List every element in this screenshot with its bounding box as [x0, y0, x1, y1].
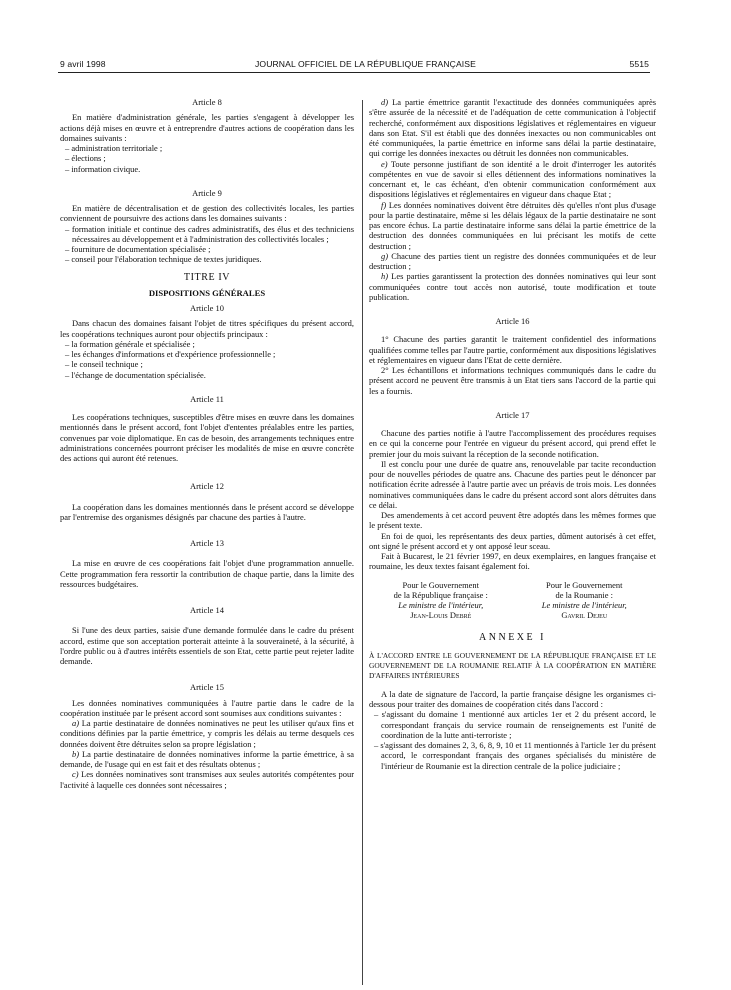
article-12-title: Article 12: [190, 481, 224, 492]
article-11-text: Les coopérations techniques, susceptibles d'être mises en œuvre dans les domaines mentionnés dans le présent accord, font l'objet d'ententes préalables entre les parties, convenues par voie diplomatique. En cas de besoin, des arrangements techniques entre administrations concernées pourront préciser les modalités de mise en œuvre concrète des actions qui auront été retenues.: [60, 412, 354, 463]
article-8-item: – administration territoriale ;: [65, 143, 163, 153]
article-17-para: Il est conclu pour une durée de quatre ans, renouvelable par tacite reconduction pour de nouvelles périodes de quatre ans. Chacune des parties peut le dénoncer par notification écrite adressée à l'autre partie avec un préavis de trois mois. Les données nominatives communiquées dans le cadre du présent accord sont alors détruites dans ce délai.: [369, 458, 656, 510]
header-date: 9 avril 1998: [60, 59, 106, 69]
article-15-item-d: d) La partie émettrice garantit l'exactitude des données communiquées après s'être assurée de la nécessité et de l'adéquation de cette communication à l'objectif recherché, conformément aux dispositions législatives et réglementaires en vigueur dans son Etat. S'il est établi que des données inexactes ou non communicables ont été communiquées, la partie émettrice en informe sans délai la partie destinataire, qui corrige les données inexactes ou détruit les données non communicables.: [369, 97, 656, 159]
article-15-item-e: e) Toute personne justifiant de son identité a le droit d'interroger les autorités compétentes en vue de savoir si elles détiennent des informations nominatives la concernant et, le cas échéant, d'en obtenir communication conformément aux dispositions législatives et réglementaires en vigueur dans chaque Etat ;: [369, 158, 657, 200]
article-9-intro: En matière de décentralisation et de gestion des collectivités locales, les parties conviennent de poursuivre des actions dans les domaines suivants :: [60, 203, 354, 224]
right-column: [369, 97, 656, 771]
article-12-text: La coopération dans les domaines mentionnés dans le présent accord se développe par l'entremise des organismes désignés par chacune des parties à l'autre.: [60, 501, 354, 522]
signature-role: Le ministre de l'intérieur,: [398, 600, 484, 610]
titre-heading: TITRE IV: [183, 271, 231, 283]
signature-france: [369, 580, 513, 621]
article-15-intro: Les données nominatives communiquées à l'autre partie dans le cadre de la coopération instituée par le présent accord sont soumises aux conditions suivantes :: [60, 697, 354, 718]
article-17-para: Chacune des parties notifie à l'autre l'accomplissement des procédures requises en ce qui la concerne pour l'entrée en vigueur du présent accord, qui prend effet le premier jour du mois suivant la réception de la seconde notification.: [369, 428, 656, 459]
article-15-item-h: h) Les parties garantissent la protection des données nominatives qui leur sont communiquées contre tout accès non autorisé, toute modification et toute publication.: [369, 271, 657, 302]
annexe-subtitle: À L'ACCORD ENTRE LE GOUVERNEMENT DE LA RÉPUBLIQUE FRANÇAISE ET LE GOUVERNEMENT DE LA ROUMANIE RELATIF À LA COOPÉRATION EN MATIÈRE D'AFFAIRES INTÉRIEURES: [369, 650, 656, 680]
article-15-title: Article 15: [190, 682, 224, 693]
annexe-intro: A la date de signature de l'accord, la partie française désigne les organismes ci-dessous pour traiter des domaines de coopération cités dans l'accord :: [369, 688, 656, 709]
article-14-title: Article 14: [190, 605, 224, 615]
article-17-para: Des amendements à cet accord peuvent être adoptés dans les mêmes formes que le présent texte.: [369, 510, 656, 531]
article-13-title: Article 13: [190, 538, 224, 548]
item-letter: f): [381, 199, 387, 210]
article-8-item: – élections ;: [65, 153, 106, 164]
article-9-item: – fourniture de documentation spécialisée ;: [65, 244, 211, 254]
header-page-number: 5515: [629, 59, 649, 69]
article-9-item: – conseil pour l'élaboration technique de textes juridiques.: [65, 254, 262, 265]
article-9-title: Article 9: [192, 187, 222, 198]
article-10-item: – la formation générale et spécialisée ;: [65, 338, 195, 349]
column-divider: [362, 100, 363, 985]
item-letter: e): [381, 158, 388, 169]
article-10-intro: Dans chacun des domaines faisant l'objet de titres spécifiques du présent accord, les coopérations techniques auront pour objectifs principaux :: [60, 318, 354, 339]
article-8-item: – information civique.: [65, 163, 141, 174]
left-column: [60, 97, 354, 790]
signature-line: Pour le Gouvernement: [546, 579, 623, 590]
article-15-item-f: f) Les données nominatives doivent être détruites dès qu'elles n'ont plus d'usage pour la partie destinataire, même si les délais légaux de la partie destinataire ne sont pas encore échus. La partie destinataire informe sans délai la partie émettrice de la destruction des données communiquées en lui précisant les motifs de cette destruction ;: [369, 199, 656, 251]
signature-romania: [513, 580, 657, 621]
article-16-para: 1° Chacune des parties garantit le traitement confidentiel des informations qualifiées comme telles par l'autre partie, conformément aux dispositions législatives et réglementaires en vigueur dans l'Etat de cette dernière.: [369, 334, 656, 365]
signature-line: Pour le Gouvernement: [402, 579, 479, 590]
article-8-title: Article 8: [192, 97, 222, 107]
signature-line: de la République française :: [393, 589, 488, 600]
item-letter: a): [72, 718, 80, 728]
article-11-title: Article 11: [190, 393, 224, 404]
article-17-para: Fait à Bucarest, le 21 février 1997, en deux exemplaires, en langues française et roumaine, les deux textes faisant également foi.: [369, 551, 656, 572]
signature-role: Le ministre de l'intérieur,: [541, 600, 627, 610]
article-15-item-g: g) Chacune des parties tient un registre des données communiquées et de leur destruction ;: [369, 250, 657, 271]
article-10-title: Article 10: [190, 303, 224, 313]
annexe-item: – s'agissant du domaine 1 mentionné aux articles 1er et 2 du présent accord, le correspondant français du service roumain de renseignements est l'unité de coordination de la lutte anti-terroriste ;: [374, 709, 656, 740]
article-17-title: Article 17: [495, 409, 530, 420]
article-10-item: – les échanges d'informations et d'expérience professionnelle ;: [65, 349, 276, 359]
article-16-para: 2° Les échantillons et informations techniques communiqués dans le cadre du présent accord ne peuvent être transmis à un Etat tiers sans l'accord de la partie qui les a fournis.: [369, 365, 656, 396]
article-10-item: – l'échange de documentation spécialisée.: [65, 369, 206, 380]
annexe-item: – s'agissant des domaines 2, 3, 6, 8, 9, 10 et 11 mentionnés à l'article 1er du présent accord, le correspondant français des organes spécialisés du ministère de l'intérieur de Roumanie est la direction centrale de la police judiciaire ;: [374, 740, 656, 771]
article-14-text: Si l'une des deux parties, saisie d'une demande formulée dans le cadre du présent accord, estime que son acceptation porterait atteinte à la souveraineté, à la sécurité, à l'ordre public ou à d'autres intérêts essentiels de son Etat, cette partie peut rejeter ladite demande.: [60, 625, 354, 666]
header-rule: [58, 72, 650, 73]
signatory-name: Jean-Louis Debré: [410, 610, 472, 621]
item-letter: d): [381, 97, 389, 107]
article-15-item-a: a) La partie destinataire de données nominatives ne peut les utiliser qu'aux fins et conditions définies par la partie émettrice, y compris les délais au terme desquels ces données doivent être détruites selon sa propre législation ;: [60, 718, 354, 749]
article-15-item-b: b) La partie destinataire de données nominatives informe la partie émettrice, à sa demande, de l'usage qui en est fait et des résultats obtenus ;: [60, 748, 355, 769]
signature-block: [369, 580, 656, 621]
item-letter: h): [381, 271, 389, 282]
article-9-item: – formation initiale et continue des cadres administratifs, des élus et des techniciens nécessaires au développement et à l'administration des collectivités locales ;: [65, 223, 354, 244]
article-10-item: – le conseil technique ;: [65, 359, 143, 370]
header-journal-title: JOURNAL OFFICIEL DE LA RÉPUBLIQUE FRANÇAISE: [255, 59, 476, 69]
signatory-name: Gavril Dejeu: [561, 610, 608, 621]
signature-line: de la Roumanie :: [555, 589, 613, 600]
item-letter: b): [72, 748, 80, 759]
article-17-para: En foi de quoi, les représentants des deux parties, dûment autorisés à cet effet, ont signé le présent accord et y ont apposé leur sceau.: [369, 530, 656, 551]
item-letter: g): [381, 250, 389, 261]
article-13-text: La mise en œuvre de ces coopérations fait l'objet d'une programmation annuelle. Cette programmation fera ressortir la contribution de chaque partie, dans la limite des ressources budgétaires.: [60, 558, 354, 589]
titre-subheading: DISPOSITIONS GÉNÉRALES: [148, 287, 266, 298]
article-16-title: Article 16: [495, 316, 530, 326]
article-15-item-c: c) Les données nominatives sont transmises aux seules autorités compétentes pour l'activité à laquelle ces données sont nécessaires ;: [60, 769, 355, 790]
item-letter: c): [72, 769, 79, 780]
article-8-intro: En matière d'administration générale, les parties s'engagent à développer les actions déjà mises en œuvre et à entreprendre d'autres actions de coopération dans les domaines suivants :: [60, 112, 354, 143]
annexe-title: ANNEXE I: [479, 631, 546, 643]
